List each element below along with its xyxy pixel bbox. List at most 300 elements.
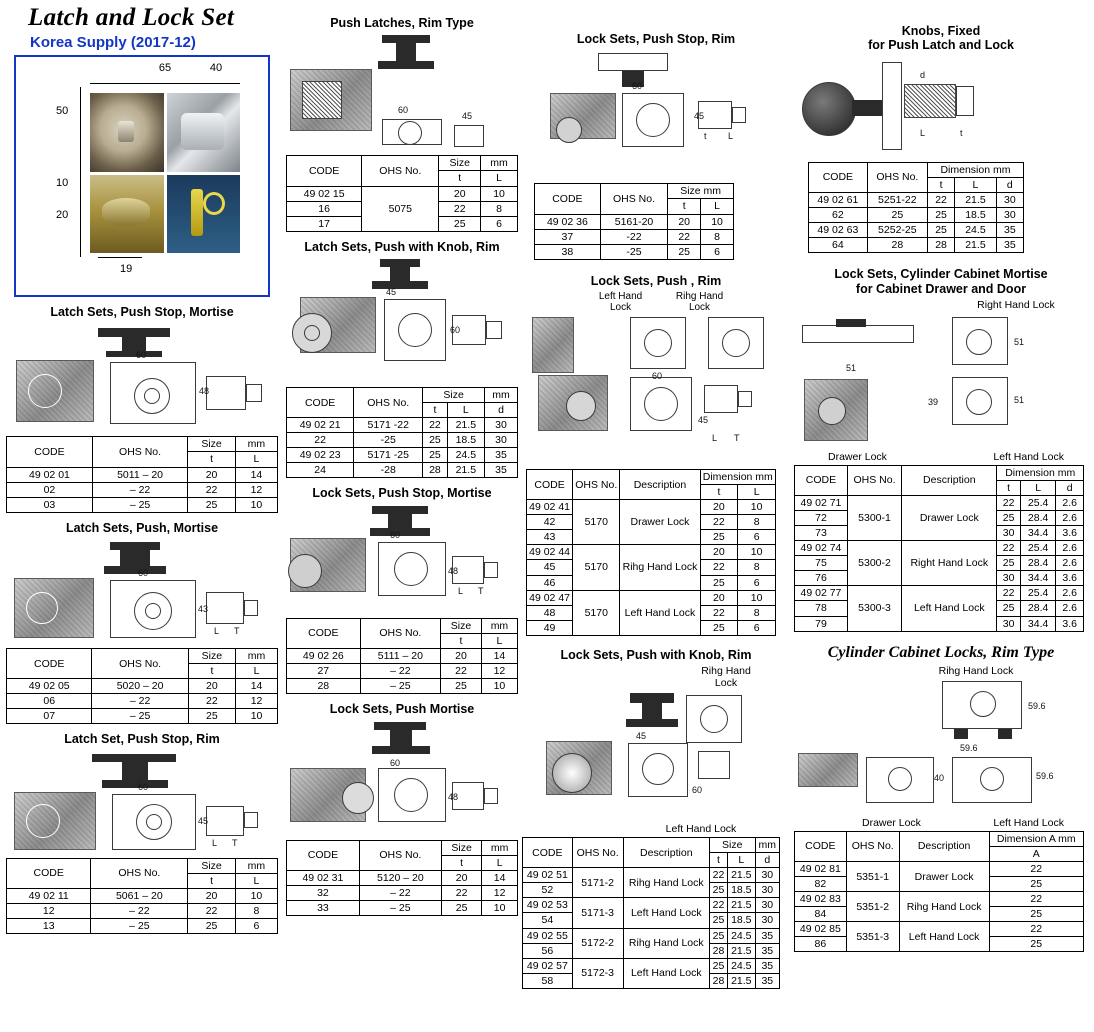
cell-ohs: – 25 — [359, 900, 441, 915]
cell-d: 3.6 — [1056, 616, 1084, 631]
column-3 — [522, 0, 790, 993]
cell-ohs: 5171-3 — [572, 898, 623, 928]
cell-ohs: 5351-2 — [846, 892, 899, 922]
cell-code: 64 — [809, 238, 868, 253]
th-code: CODE — [523, 838, 573, 868]
dim-59-6-c: 59.6 — [1036, 770, 1054, 781]
cell-code: 46 — [527, 575, 573, 590]
cell-code: 49 02 55 — [523, 928, 573, 943]
cell-d: 2.6 — [1056, 586, 1084, 601]
th-t: t — [709, 853, 727, 868]
cell-d: 30 — [996, 207, 1023, 222]
table-row — [7, 919, 278, 934]
cell-L: 6 — [738, 575, 776, 590]
cell-code: 49 02 53 — [523, 898, 573, 913]
cell-code: 52 — [523, 883, 573, 898]
cell-ohs: 5061 – 20 — [91, 888, 188, 903]
cell-code: 37 — [535, 229, 601, 244]
cell-t: 25 — [700, 530, 738, 545]
cell-code: 27 — [287, 664, 361, 679]
th-L: L — [701, 199, 734, 214]
cell-L: 12 — [235, 482, 277, 497]
cell-t: 25 — [997, 556, 1020, 571]
cell-code: 24 — [287, 463, 354, 478]
dim-45: 45 — [198, 815, 209, 826]
th-ohs: OHS No. — [92, 437, 187, 467]
dim-59-6-b: 59.6 — [960, 742, 978, 753]
cell-code: 49 02 44 — [527, 545, 573, 560]
dim-L: L — [458, 585, 464, 596]
cell-code: 49 02 81 — [795, 862, 847, 877]
cell-ohs: 5351-3 — [846, 922, 899, 952]
section-title-cylinder-cabinet-locks-rim: Cylinder Cabinet Locks, Rim Type — [827, 643, 1055, 661]
cell-code: 49 02 41 — [527, 500, 573, 515]
cell-t: 25 — [997, 601, 1020, 616]
cell-desc: Rihg Hand Lock — [620, 545, 700, 590]
th-L: L — [236, 664, 278, 679]
table-row — [523, 958, 780, 973]
th-dimension-mm: Dimension mm — [700, 470, 775, 485]
cell-L: 6 — [701, 244, 734, 259]
table-row — [523, 928, 780, 943]
cell-L: 25.4 — [1020, 496, 1056, 511]
cell-d: 30 — [755, 898, 779, 913]
cell-code: 33 — [287, 900, 360, 915]
cell-A: 22 — [989, 892, 1083, 907]
section-title-lock-sets-push-rim: Lock Sets, Push , Rim — [590, 273, 722, 288]
cell-L: 24.5 — [728, 958, 756, 973]
cell-ohs: 5252-25 — [867, 223, 927, 238]
cell-L: 24.5 — [955, 223, 997, 238]
dim-T: T — [734, 433, 740, 444]
th-L: L — [481, 171, 518, 186]
dim-50: 50 — [56, 105, 69, 117]
cell-d: 30 — [484, 433, 517, 448]
th-description: Description — [623, 838, 709, 868]
cell-d: 35 — [755, 943, 779, 958]
cell-code: 49 02 11 — [7, 888, 91, 903]
table-row — [795, 496, 1084, 511]
cell-code: 49 02 51 — [523, 868, 573, 883]
cell-d: 35 — [996, 238, 1023, 253]
table-row — [809, 238, 1024, 253]
th-code: CODE — [7, 858, 91, 888]
cell-desc: Left Hand Lock — [623, 898, 709, 928]
cell-d: 35 — [484, 463, 517, 478]
cell-A: 25 — [989, 877, 1083, 892]
cell-code: 17 — [287, 216, 362, 231]
dim-51-a: 51 — [1014, 336, 1025, 347]
cell-t: 28 — [927, 238, 954, 253]
section-title-lock-sets-push-knob-rim: Lock Sets, Push with Knob, Rim — [560, 647, 752, 662]
cell-ohs: -25 — [354, 433, 423, 448]
cell-t: 22 — [997, 586, 1020, 601]
th-code: CODE — [287, 388, 354, 418]
table-row — [287, 463, 518, 478]
cell-ohs: 5171-2 — [572, 868, 623, 898]
cell-t: 30 — [997, 526, 1020, 541]
cell-t: 25 — [423, 448, 447, 463]
cell-L: 18.5 — [955, 207, 997, 222]
cell-code: 49 02 77 — [795, 586, 848, 601]
th-size-mm: Size mm — [668, 184, 734, 199]
cell-code: 13 — [7, 919, 91, 934]
cell-code: 42 — [527, 515, 573, 530]
section-title-latch-sets-push-knob-rim: Latch Sets, Push with Knob, Rim — [304, 239, 500, 254]
th-mm: mm — [482, 840, 518, 855]
table-row — [287, 418, 518, 433]
cell-t: 25 — [709, 883, 727, 898]
cell-L: 6 — [738, 620, 776, 635]
cell-t: 25 — [927, 223, 954, 238]
cell-t: 22 — [700, 515, 738, 530]
cell-code: 62 — [809, 207, 868, 222]
cell-code: 49 02 61 — [809, 192, 868, 207]
table-row — [287, 448, 518, 463]
section-title-latch-push-stop-mortise: Latch Sets, Push Stop, Mortise — [50, 305, 234, 319]
column-4 — [794, 0, 1088, 956]
cell-t: 25 — [441, 679, 482, 694]
cell-t: 22 — [700, 560, 738, 575]
th-t: t — [188, 452, 236, 467]
cell-t: 22 — [441, 885, 481, 900]
cell-code: 49 02 47 — [527, 590, 573, 605]
cell-ohs: 5020 – 20 — [92, 679, 188, 694]
cell-desc: Drawer Lock — [620, 500, 700, 545]
th-L: L — [738, 485, 776, 500]
th-code: CODE — [287, 840, 360, 870]
cell-L: 12 — [236, 694, 278, 709]
label-left-hand-lock-s13: Left Hand Lock — [993, 816, 1064, 829]
th-code: CODE — [795, 831, 847, 861]
cell-d: 35 — [484, 448, 517, 463]
table-s12 — [794, 465, 1084, 632]
cell-desc: Rihg Hand Lock — [623, 868, 709, 898]
table-row — [809, 207, 1024, 222]
table-row — [795, 862, 1084, 877]
cell-L: 10 — [738, 545, 776, 560]
cell-code: 49 02 83 — [795, 892, 847, 907]
section-title-lock-sets-push-stop-rim: Lock Sets, Push Stop, Rim — [576, 32, 736, 46]
table-s2 — [6, 648, 278, 724]
cell-desc: Drawer Lock — [902, 496, 997, 541]
cell-L: 10 — [235, 497, 277, 512]
th-ohs: OHS No. — [846, 831, 899, 861]
cell-desc: Left Hand Lock — [902, 586, 997, 631]
table-row — [527, 590, 776, 605]
label-drawer-lock-s13: Drawer Lock — [862, 816, 921, 829]
cell-code: 54 — [523, 913, 573, 928]
cell-code: 49 02 63 — [809, 223, 868, 238]
table-row — [7, 694, 278, 709]
cell-code: 84 — [795, 907, 847, 922]
table-s13 — [794, 831, 1084, 953]
cell-t: 25 — [439, 216, 481, 231]
th-mm: mm — [481, 156, 518, 171]
cell-L: 10 — [481, 186, 518, 201]
diagram-latch-set-push-stop-rim — [6, 750, 278, 856]
cell-code: 48 — [527, 605, 573, 620]
cell-A: 22 — [989, 862, 1083, 877]
cell-t: 25 — [188, 919, 236, 934]
cell-L: 21.5 — [728, 898, 756, 913]
dim-60: 60 — [138, 781, 149, 792]
cell-t: 25 — [423, 433, 447, 448]
diagram-lock-sets-push-stop-mortise — [286, 504, 518, 616]
cell-L: 24.5 — [728, 928, 756, 943]
cell-t: 28 — [709, 973, 727, 988]
cell-ohs: 5161-20 — [600, 214, 667, 229]
table-row — [795, 922, 1084, 937]
cell-code: 38 — [535, 244, 601, 259]
dim-60: 60 — [390, 529, 401, 540]
cell-ohs: 5351-1 — [846, 862, 899, 892]
cell-ohs: – 25 — [91, 919, 188, 934]
cell-desc: Left Hand Lock — [620, 590, 700, 635]
diagram-lock-sets-push-rim — [522, 315, 790, 467]
cell-t: 30 — [997, 571, 1020, 586]
th-mm: mm — [755, 838, 779, 853]
table-row — [7, 679, 278, 694]
table-s4 — [286, 155, 518, 231]
table-s7 — [286, 840, 518, 916]
cell-d: 35 — [755, 958, 779, 973]
cell-code: 86 — [795, 937, 847, 952]
cell-ohs: 5251-22 — [867, 192, 927, 207]
cell-t: 25 — [700, 575, 738, 590]
cell-L: 21.5 — [447, 418, 484, 433]
th-size: Size — [188, 437, 236, 452]
dim-65: 65 — [156, 62, 174, 74]
cell-code: 12 — [7, 903, 91, 918]
diagram-latch-push-stop-mortise — [6, 322, 278, 434]
cell-t: 22 — [439, 201, 481, 216]
cell-code: 16 — [287, 201, 362, 216]
cell-t: 20 — [668, 214, 701, 229]
cell-ohs: 5120 – 20 — [359, 870, 441, 885]
dim-60: 60 — [692, 785, 703, 796]
cell-L: 14 — [236, 679, 278, 694]
diagram-lock-sets-push-knob-rim — [522, 691, 790, 821]
cell-t: 22 — [423, 418, 447, 433]
diagram-lock-sets-push-mortise — [286, 720, 518, 838]
dim-L: L — [212, 837, 218, 848]
dim-48: 48 — [448, 791, 459, 802]
dim-L: L — [214, 626, 220, 637]
cell-L: 18.5 — [728, 883, 756, 898]
cell-ohs: 5171 -25 — [354, 448, 423, 463]
cell-L: 12 — [482, 885, 518, 900]
cell-d: 35 — [755, 928, 779, 943]
cell-L: 28.4 — [1020, 601, 1056, 616]
cell-L: 21.5 — [728, 973, 756, 988]
section-title-cylinder-cabinet-mortise — [794, 267, 1088, 296]
cell-code: 58 — [523, 973, 573, 988]
cell-ohs: 5011 – 20 — [92, 467, 187, 482]
dim-40: 40 — [934, 772, 945, 783]
cell-t: 20 — [441, 870, 481, 885]
cell-d: 3.6 — [1056, 526, 1084, 541]
th-d: d — [484, 403, 517, 418]
th-t: t — [997, 480, 1020, 495]
page-subtitle: Korea Supply (2017-12) — [30, 34, 196, 51]
cell-ohs: – 22 — [359, 885, 441, 900]
cell-ohs: – 25 — [92, 709, 188, 724]
th-ohs: OHS No. — [360, 618, 440, 648]
cell-t: 22 — [927, 192, 954, 207]
th-L: L — [728, 853, 756, 868]
table-row — [7, 467, 278, 482]
cell-d: 35 — [996, 223, 1023, 238]
section-title-push-latches-rim: Push Latches, Rim Type — [330, 16, 474, 30]
section-title-lock-sets-push-stop-mortise: Lock Sets, Push Stop, Mortise — [312, 486, 492, 501]
dim-T: T — [234, 626, 240, 637]
cell-desc: Rihg Hand Lock — [899, 892, 989, 922]
th-mm: mm — [235, 858, 277, 873]
cell-t: 25 — [668, 244, 701, 259]
th-description: Description — [902, 465, 997, 495]
cell-ohs: 28 — [867, 238, 927, 253]
photo-lock-body — [90, 175, 164, 254]
table-s6 — [286, 618, 518, 694]
table-row — [287, 900, 518, 915]
diagram-cylinder-cabinet-locks-rim — [794, 679, 1088, 815]
dim-60: 60 — [390, 757, 401, 768]
cell-t: 22 — [188, 903, 236, 918]
cell-d: 2.6 — [1056, 556, 1084, 571]
th-L: L — [481, 633, 517, 648]
cell-code: 49 02 26 — [287, 648, 361, 663]
cell-t: 22 — [441, 664, 482, 679]
cell-ohs: – 25 — [360, 679, 440, 694]
th-L: L — [955, 177, 997, 192]
cell-L: 8 — [481, 201, 518, 216]
th-mm: mm — [235, 437, 277, 452]
cell-d: 30 — [755, 868, 779, 883]
dim-45: 45 — [636, 731, 647, 742]
th-code: CODE — [7, 649, 92, 679]
label-right-hand-lock-s12: Right Hand Lock — [977, 298, 1055, 311]
cell-ohs: 5172-3 — [572, 958, 623, 988]
table-s5 — [286, 387, 518, 478]
cell-code: 49 02 23 — [287, 448, 354, 463]
cell-ohs: – 22 — [91, 903, 188, 918]
dim-40: 40 — [207, 62, 225, 74]
cell-d: 30 — [484, 418, 517, 433]
cell-L: 8 — [701, 229, 734, 244]
cell-ohs: – 22 — [92, 694, 188, 709]
cell-code: 28 — [287, 679, 361, 694]
cell-L: 10 — [481, 679, 517, 694]
cell-L: 8 — [738, 560, 776, 575]
cell-L: 25.4 — [1020, 541, 1056, 556]
table-s8 — [534, 183, 734, 259]
dim-20: 20 — [56, 209, 69, 221]
cell-t: 22 — [709, 868, 727, 883]
cell-ohs: 25 — [867, 207, 927, 222]
th-size: Size — [188, 649, 235, 664]
cell-ohs: 5172-2 — [572, 928, 623, 958]
cell-code: 32 — [287, 885, 360, 900]
dim-45: 45 — [694, 111, 705, 122]
th-A: A — [989, 847, 1083, 862]
th-d: d — [755, 853, 779, 868]
cell-d: 30 — [996, 192, 1023, 207]
table-row — [527, 500, 776, 515]
th-code: CODE — [527, 470, 573, 500]
cell-t: 25 — [997, 511, 1020, 526]
cell-code: 45 — [527, 560, 573, 575]
cell-t: 25 — [709, 958, 727, 973]
cell-desc: Left Hand Lock — [899, 922, 989, 952]
th-size: Size — [441, 618, 482, 633]
cell-t: 20 — [441, 648, 482, 663]
diagram-latch-push-mortise — [6, 538, 278, 646]
diagram-push-latches-rim — [286, 33, 518, 153]
cell-code: 49 02 71 — [795, 496, 848, 511]
table-s11 — [808, 162, 1024, 253]
cell-ohs: 5075 — [362, 186, 439, 231]
cell-L: 21.5 — [728, 943, 756, 958]
cell-t: 20 — [700, 545, 738, 560]
cell-L: 14 — [482, 870, 518, 885]
cell-L: 34.4 — [1020, 616, 1056, 631]
diagram-knobs-fixed — [794, 56, 1088, 160]
cell-ohs: -28 — [354, 463, 423, 478]
cell-ohs: -25 — [600, 244, 667, 259]
cell-code: 03 — [7, 497, 93, 512]
dim-T: T — [478, 585, 484, 596]
table-s9 — [526, 469, 776, 636]
th-mm: mm — [236, 649, 278, 664]
cell-ohs: – 22 — [92, 482, 187, 497]
cell-ohs: 5171 -22 — [354, 418, 423, 433]
cell-ohs: 5300-1 — [847, 496, 901, 541]
th-code: CODE — [7, 437, 93, 467]
cell-t: 22 — [188, 694, 235, 709]
cell-code: 49 02 57 — [523, 958, 573, 973]
table-row — [287, 664, 518, 679]
cell-t: 20 — [188, 888, 236, 903]
dim-60: 60 — [136, 350, 147, 361]
cell-code: 49 02 05 — [7, 679, 92, 694]
th-t: t — [188, 664, 235, 679]
th-dimension-mm: Dimension mm — [997, 465, 1084, 480]
cell-t: 22 — [188, 482, 236, 497]
cell-L: 25.4 — [1020, 586, 1056, 601]
table-row — [527, 545, 776, 560]
th-size: Size — [188, 858, 236, 873]
cell-code: 49 02 85 — [795, 922, 847, 937]
dim-60: 60 — [632, 81, 643, 92]
cell-t: 22 — [700, 605, 738, 620]
cell-L: 6 — [481, 216, 518, 231]
label-right-hand-lock: Rihg Hand Lock — [701, 665, 751, 690]
cell-code: 49 02 15 — [287, 186, 362, 201]
th-L: L — [1020, 480, 1056, 495]
cell-t: 25 — [927, 207, 954, 222]
th-code: CODE — [795, 465, 848, 495]
cell-t: 25 — [441, 900, 481, 915]
table-row — [795, 586, 1084, 601]
th-code: CODE — [287, 156, 362, 186]
table-row — [7, 497, 278, 512]
photo-latch-brass — [90, 93, 164, 172]
table-s10 — [522, 837, 780, 989]
cell-L: 6 — [235, 919, 277, 934]
cell-L: 34.4 — [1020, 526, 1056, 541]
th-size: Size — [709, 838, 755, 853]
